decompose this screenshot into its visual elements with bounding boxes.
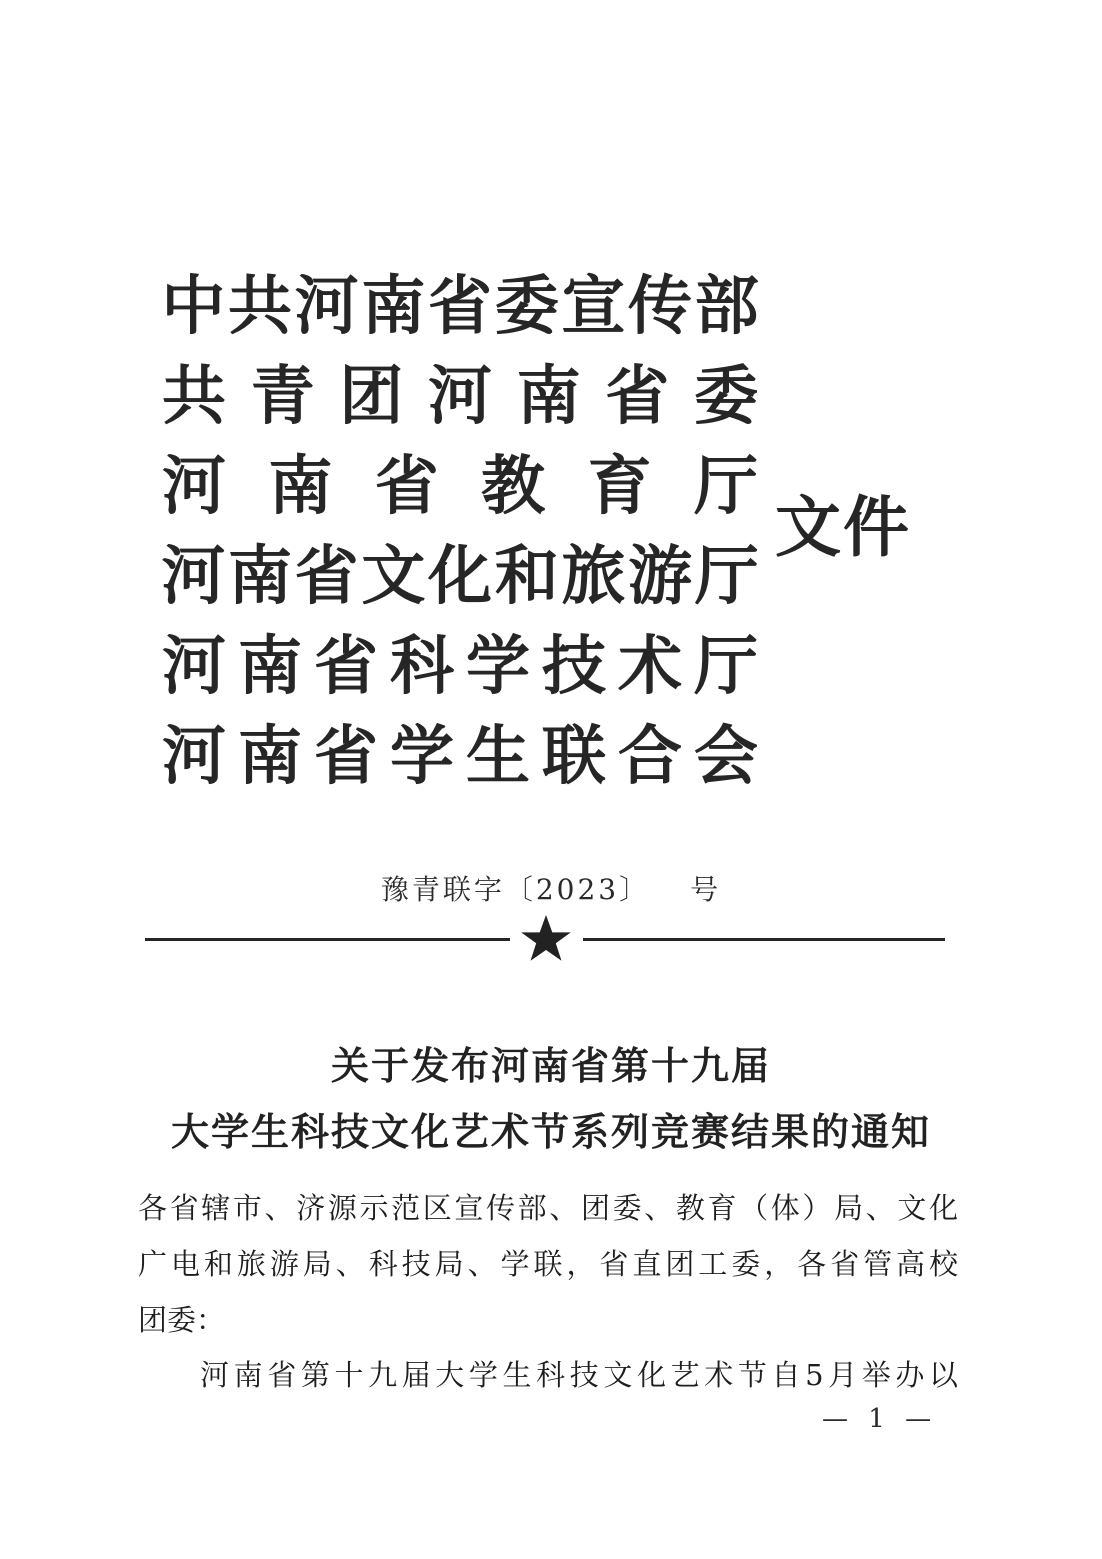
document-number	[0, 868, 1102, 908]
recipients-line-2: 广电和旅游局、科技局、学联，省直团工委，各省管高校	[138, 1247, 958, 1281]
document-suffix: 文件	[775, 489, 911, 566]
notice-title-line-2: 大学生科技文化艺术节系列竞赛结果的通知	[170, 1110, 931, 1154]
issuer-line-2: 共 青 团 河 南 省 委	[162, 360, 758, 434]
notice-title-line-1: 关于发布河南省第十九届	[330, 1044, 771, 1088]
issuer-line-3: 河 南 省 教 育 厅	[162, 450, 758, 524]
recipients-line-1: 各省辖市、济源示范区宣传部、团委、教育（体）局、文化	[138, 1191, 958, 1225]
header-rule-right	[583, 938, 945, 941]
issuer-line-1: 中 共 河 南 省 委 宣 传 部	[161, 270, 759, 344]
star-icon	[520, 914, 572, 962]
issuer-line-4: 河 南 省 文 化 和 旅 游 厅	[161, 540, 759, 614]
document-number-suffix: 号	[690, 873, 722, 906]
document-number-prefix: 豫青联字〔2023〕	[380, 873, 651, 906]
header-rule-left	[145, 938, 510, 941]
issuer-line-5: 河 南 省 科 学 技 术 厅	[162, 630, 758, 704]
body-paragraph-1: 河南省第十九届大学生科技文化艺术节自5月举办以	[200, 1358, 958, 1392]
issuer-block	[160, 262, 760, 802]
page-number: — 1 —	[822, 1404, 938, 1434]
issuer-line-6: 河 南 省 学 生 联 合 会	[162, 720, 758, 794]
recipients-line-3: 团委：	[138, 1303, 226, 1337]
